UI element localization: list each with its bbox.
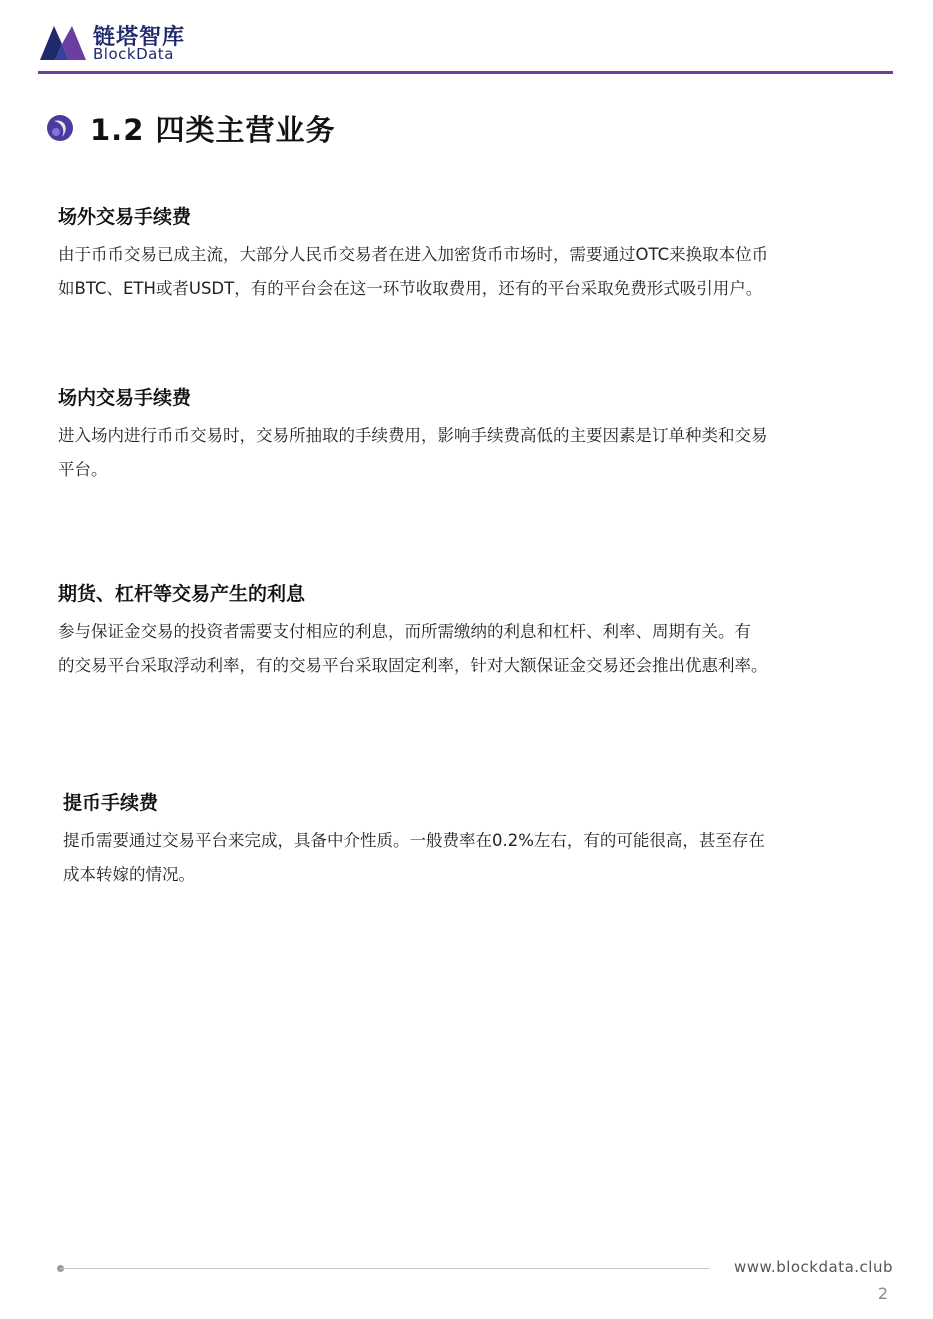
- footer-url-link[interactable]: www.blockdata.club: [734, 1258, 893, 1276]
- section-title: 1.2 四类主营业务: [90, 112, 336, 147]
- business-block-withdraw-fee: [63, 790, 893, 892]
- block-line: 平台。: [58, 460, 108, 479]
- block-heading: 期货、杠杆等交易产生的利息: [58, 583, 306, 605]
- business-block-onsite-fee: [58, 385, 888, 487]
- block-line: 由于币币交易已成主流，大部分人民币交易者在进入加密货币市场时，需要通过OTC来换取本位币: [58, 245, 769, 264]
- section-heading: [44, 108, 335, 148]
- block-line: 的交易平台采取浮动利率，有的交易平台采取固定利率，针对大额保证金交易还会推出优惠利率。: [58, 656, 768, 675]
- business-block-otc-fee: [58, 204, 888, 306]
- page-header: [38, 18, 893, 74]
- brand-name-en: BlockData: [93, 45, 174, 63]
- block-heading: 场内交易手续费: [58, 387, 192, 409]
- block-line: 提币需要通过交易平台来完成，具备中介性质。一般费率在0.2%左右，有的可能很高，甚至存在: [63, 831, 765, 850]
- section-bullet-icon: [44, 112, 76, 144]
- footer-divider: [60, 1268, 710, 1269]
- block-heading: 场外交易手续费: [58, 206, 192, 228]
- block-heading: 提币手续费: [63, 792, 159, 814]
- block-line: 参与保证金交易的投资者需要支付相应的利息，而所需缴纳的利息和杠杆、利率、周期有关。有: [58, 622, 751, 641]
- brand-name-cn: 链塔智库: [93, 25, 186, 50]
- block-line: 进入场内进行币币交易时，交易所抽取的手续费用，影响手续费高低的主要因素是订单种类和交易: [58, 426, 768, 445]
- block-line: 成本转嫁的情况。: [63, 865, 195, 884]
- business-block-interest: [58, 581, 888, 683]
- header-divider: [38, 71, 893, 74]
- block-line: 如BTC、ETH或者USDT，有的平台会在这一环节收取费用，还有的平台采取免费形式吸引用户。: [58, 279, 763, 298]
- blockdata-logo-icon: [38, 20, 88, 62]
- page-number: 2: [877, 1284, 888, 1303]
